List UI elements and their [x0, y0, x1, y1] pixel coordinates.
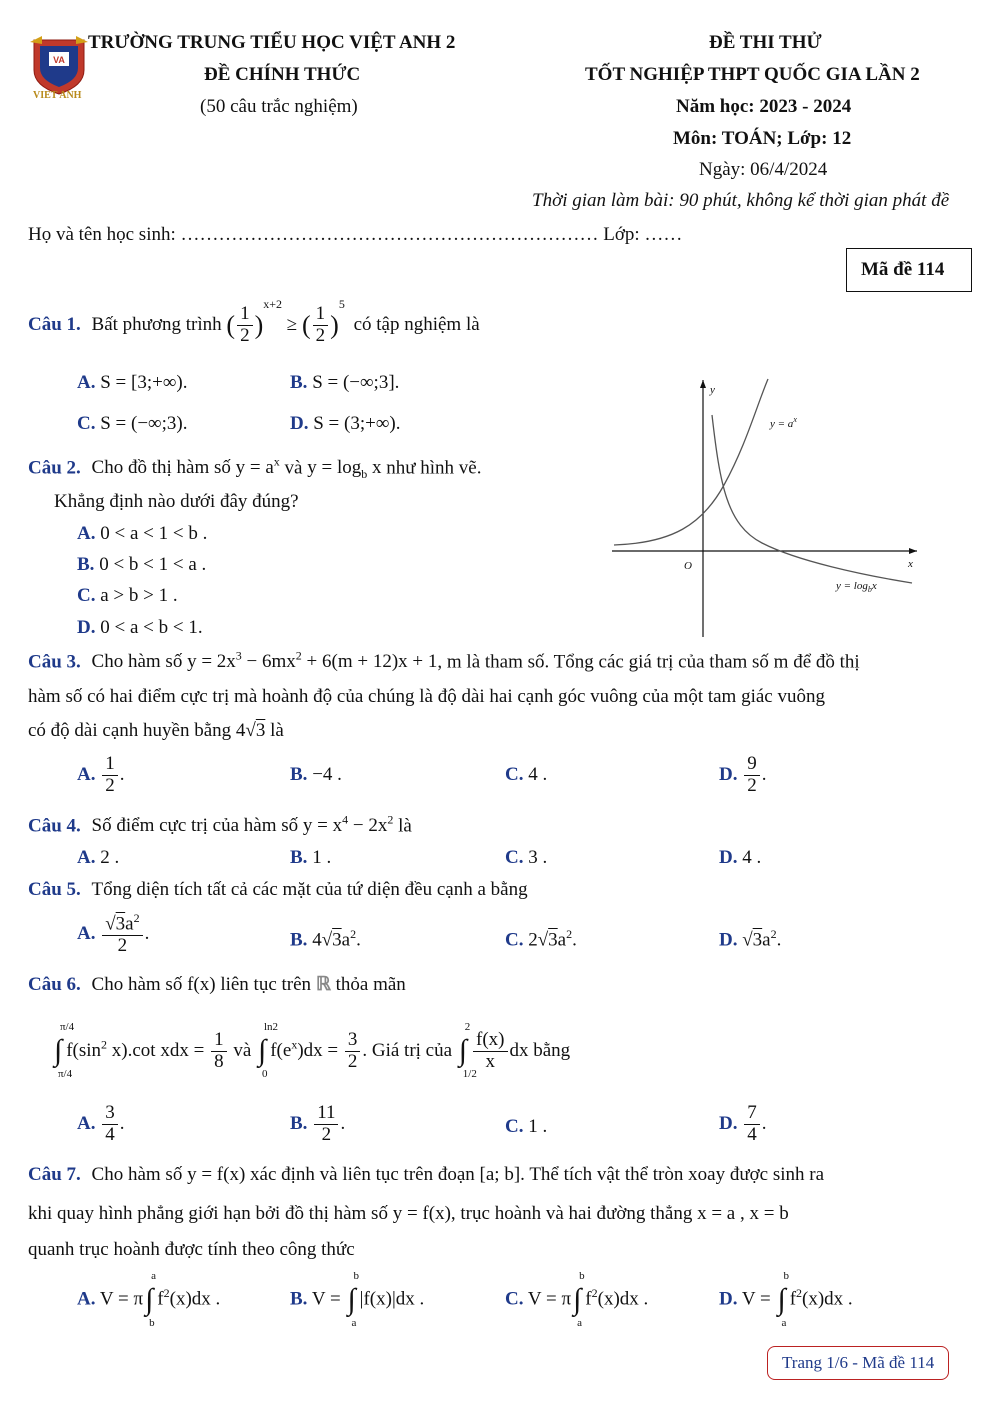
question-6: Câu 6. Cho hàm số f(x) liên tục trên ℝ thỏa mãn: [28, 974, 406, 995]
student-info-line: Họ và tên học sinh: ………………………………………………………… Lớp: ……: [28, 224, 683, 245]
q6-option-a[interactable]: A. $\frac{3}{4}$ .: [77, 1102, 125, 1145]
q4-option-c[interactable]: C. 3 .: [505, 847, 548, 868]
subject: Môn: TOÁN; Lớp: 12: [673, 128, 852, 149]
question-count: (50 câu trắc nghiệm): [200, 96, 358, 117]
q6-option-c[interactable]: C. 1 .: [505, 1116, 548, 1137]
q2-option-a[interactable]: A. 0 < a < 1 < b .: [77, 523, 208, 544]
q7-option-c[interactable]: C. V = π∫ b a $f^2(x)dx$ .: [505, 1270, 649, 1329]
curve1-label: y = a: [770, 418, 794, 430]
q4-option-a[interactable]: A. 2 .: [77, 847, 120, 868]
exam-title: ĐỀ THI THỬ: [709, 32, 822, 53]
q2-option-b[interactable]: B. 0 < b < 1 < a .: [77, 554, 207, 575]
svg-text:y = logbx: [835, 580, 877, 594]
q1-option-b[interactable]: B. S = (−∞;3].: [290, 372, 400, 393]
svg-text:VA: VA: [53, 55, 65, 65]
q2-option-d[interactable]: D. 0 < a < b < 1.: [77, 617, 203, 638]
q7-line2: khi quay hình phẳng giới hạn bởi đồ thị hàm số y = f(x), trục hoành và hai đường thẳng x = a , x = b: [28, 1203, 789, 1224]
q3-line2: hàm số có hai điểm cực trị mà hoành độ của chúng là độ dài hai cạnh góc vuông của một tam giác vuông: [28, 686, 825, 707]
question-4: Câu 4. Số điểm cực trị của hàm số $y = x^4 - 2x^2$ là: [28, 813, 412, 837]
q5-option-a[interactable]: A. $\frac{√3a^2}{2}$ .: [77, 911, 150, 957]
logo-text: VIET ANH: [33, 90, 82, 101]
q1-text: Bất phương trình: [91, 313, 222, 335]
graph-origin-label: O: [684, 560, 692, 572]
graph-y-axis-label: y: [710, 384, 715, 396]
q7-option-b[interactable]: B. V = ∫ b a |f(x)|dx .: [290, 1270, 425, 1329]
q4-option-d[interactable]: D. 4 .: [719, 847, 762, 868]
q6-option-b[interactable]: B. $\frac{11}{2}$ .: [290, 1102, 346, 1145]
q1-option-c[interactable]: C. S = (−∞;3).: [77, 413, 188, 434]
exam-date: Ngày: 06/4/2024: [699, 159, 828, 180]
q1-option-a[interactable]: A. S = [3;+∞).: [77, 372, 188, 393]
q2-prompt: Khẳng định nào dưới đây đúng?: [54, 491, 299, 512]
exam-subtitle: TỐT NGHIỆP THPT QUỐC GIA LẦN 2: [585, 64, 920, 85]
curve1-sup: x: [793, 415, 797, 424]
school-year: Năm học: 2023 - 2024: [676, 96, 852, 117]
question-1: Câu 1. Bất phương trình ( $\frac{1}{2}$ )$^{x+2}$ ≥ ( $\frac{1}{2}$ )$^5$ có tập nghiệm là: [28, 297, 480, 346]
q3-line3: có độ dài cạnh huyền bằng 4√3 là: [28, 720, 284, 741]
q5-option-c[interactable]: C. $2√3a^2$.: [505, 927, 577, 951]
q1-text-after: có tập nghiệm là: [353, 313, 480, 335]
duration: Thời gian làm bài: 90 phút, không kể thời gian phát đề: [532, 190, 950, 211]
q6-integrals: ∫ π/4 π/4 $f(\sin^2$ x).cot xdx = $\frac{1}{8}$ và ∫ ln2 0 $f(e^x)dx$ = $\frac{3}{2}$ . Giá trị của ∫ 2 1/2 $\frac{f(x)}{x}$ dx bằng: [54, 1021, 571, 1081]
q3-option-a[interactable]: A. $\frac{1}{2}$ .: [77, 753, 125, 796]
school-name: TRƯỜNG TRUNG TIỂU HỌC VIỆT ANH 2: [88, 32, 456, 53]
q3-option-c[interactable]: C. 4 .: [505, 764, 548, 785]
graph-x-axis-label: x: [908, 558, 913, 570]
q3-option-b[interactable]: B. −4 .: [290, 764, 342, 785]
official-label: ĐỀ CHÍNH THỨC: [204, 64, 361, 85]
q7-line3: quanh trục hoành được tính theo công thức: [28, 1239, 355, 1260]
q5-option-b[interactable]: B. $4√3a^2$.: [290, 927, 361, 951]
q7-option-d[interactable]: D. V = ∫ b a $f^2(x)dx$ .: [719, 1270, 853, 1329]
question-2: Câu 2. Cho đồ thị hàm số $y = a^x$ và $y = \log_b x$ như hình vẽ.: [28, 455, 482, 482]
curve2-end: x: [871, 580, 877, 592]
exam-code-box: Mã đề 114: [846, 248, 972, 292]
curve2-label: y = log: [836, 580, 868, 592]
q3-option-d[interactable]: D. $\frac{9}{2}$ .: [719, 753, 767, 796]
q6-option-d[interactable]: D. $\frac{7}{4}$ .: [719, 1102, 767, 1145]
q1-label: Câu 1.: [28, 313, 81, 335]
question-3: Câu 3. Cho hàm số $y = 2x^3 - 6mx^2 + 6(m + 12)x + 1$, m là tham số. Tổng các giá trị của tham số m để đồ thị: [28, 649, 860, 673]
question-5: Câu 5. Tổng diện tích tất cả các mặt của tứ diện đều cạnh a bằng: [28, 879, 528, 900]
q4-option-b[interactable]: B. 1 .: [290, 847, 332, 868]
q7-option-a[interactable]: A. V = π∫ a b $f^2(x)dx$ .: [77, 1270, 221, 1329]
q1-option-d[interactable]: D. S = (3;+∞).: [290, 413, 401, 434]
svg-text:y = ax: [769, 415, 797, 430]
question-7: Câu 7. Cho hàm số y = f(x) xác định và liên tục trên đoạn [a; b]. Thể tích vật thể tròn xoay được sinh ra: [28, 1164, 825, 1185]
q5-option-d[interactable]: D. $√3a^2$.: [719, 927, 782, 951]
q2-option-c[interactable]: C. a > b > 1 .: [77, 585, 178, 606]
exp-log-graph: [612, 375, 922, 640]
curve2-sub: b: [867, 585, 872, 594]
page-footer: Trang 1/6 - Mã đề 114: [767, 1346, 949, 1380]
